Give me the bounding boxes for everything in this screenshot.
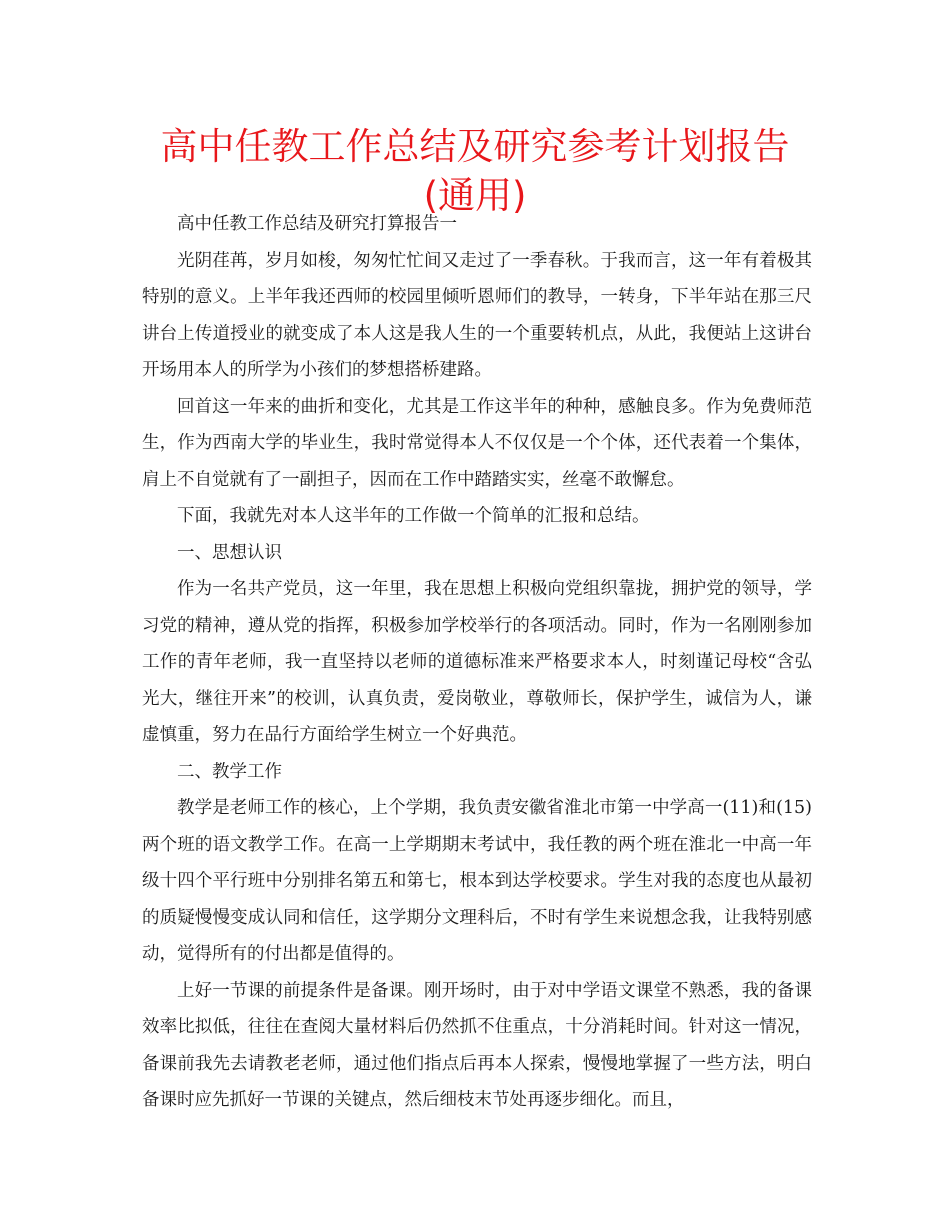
document-body xyxy=(142,206,812,1119)
body-paragraph: 教学是老师工作的核心，上个学期，我负责安徽省淮北市第一中学高一(11)和(15)两个班的语文教学工作。在高一上学期期末考试中，我任教的两个班在淮北一中高一年级十四个平行班中分别排名第五和第七，根本到达学校要求。学生对我的态度也从最初的质疑慢慢变成认同和信任，这学期分文理科后，不时有学生来说想念我，让我特别感动，觉得所有的付出都是值得的。 xyxy=(142,798,812,964)
body-paragraph: 下面，我就先对本人这半年的工作做一个简单的汇报和总结。 xyxy=(177,506,650,526)
body-paragraph: 回首这一年来的曲折和变化，尤其是工作这半年的种种，感触良多。作为免费师范生，作为西南大学的毕业生，我时常觉得本人不仅仅是一个个体，还代表着一个集体，肩上不自觉就有了一副担子，因而在工作中踏踏实实，丝毫不敢懈怠。 xyxy=(142,396,812,490)
section-heading: 一、思想认识 xyxy=(177,542,282,563)
body-paragraph: 上好一节课的前提条件是备课。刚开场时，由于对中学语文课堂不熟悉，我的备课效率比拟低，往往在查阅大量材料后仍然抓不住重点，十分消耗时间。针对这一情况，备课前我先去请教老老师，通过他们指点后再本人探索，慢慢地掌握了一些方法，明白备课时应先抓好一节课的关键点，然后细枝末节处再逐步细化。而且， xyxy=(142,980,812,1110)
document-title-line-2: (通用) xyxy=(423,174,527,217)
section-heading: 二、教学工作 xyxy=(177,761,282,782)
subtitle-paragraph: 高中任教工作总结及研究打算报告一 xyxy=(177,214,457,234)
body-paragraph: 光阴荏苒，岁月如梭，匆匆忙忙间又走过了一季春秋。于我而言，这一年有着极其特别的意义。上半年我还西师的校园里倾听恩师们的教导，一转身，下半年站在那三尺讲台上传道授业的就变成了本人这是我人生的一个重要转机点，从此，我便站上这讲台开场用本人的所学为小孩们的梦想搭桥建路。 xyxy=(142,250,812,380)
body-paragraph: 作为一名共产党员，这一年里，我在思想上积极向党组织靠拢，拥护党的领导，学习党的精神，遵从党的指挥，积极参加学校举行的各项活动。同时，作为一名刚刚参加工作的青年老师，我一直坚持以老师的道德标准来严格要求本人，时刻谨记母校“含弘光大，继往开来”的校训，认真负责，爱岗敬业，尊敬师长，保护学生，诚信为人，谦虚慎重，努力在品行方面给学生树立一个好典范。 xyxy=(142,579,812,745)
document-title-line-1: 高中任教工作总结及研究参考计划报告 xyxy=(160,125,790,168)
